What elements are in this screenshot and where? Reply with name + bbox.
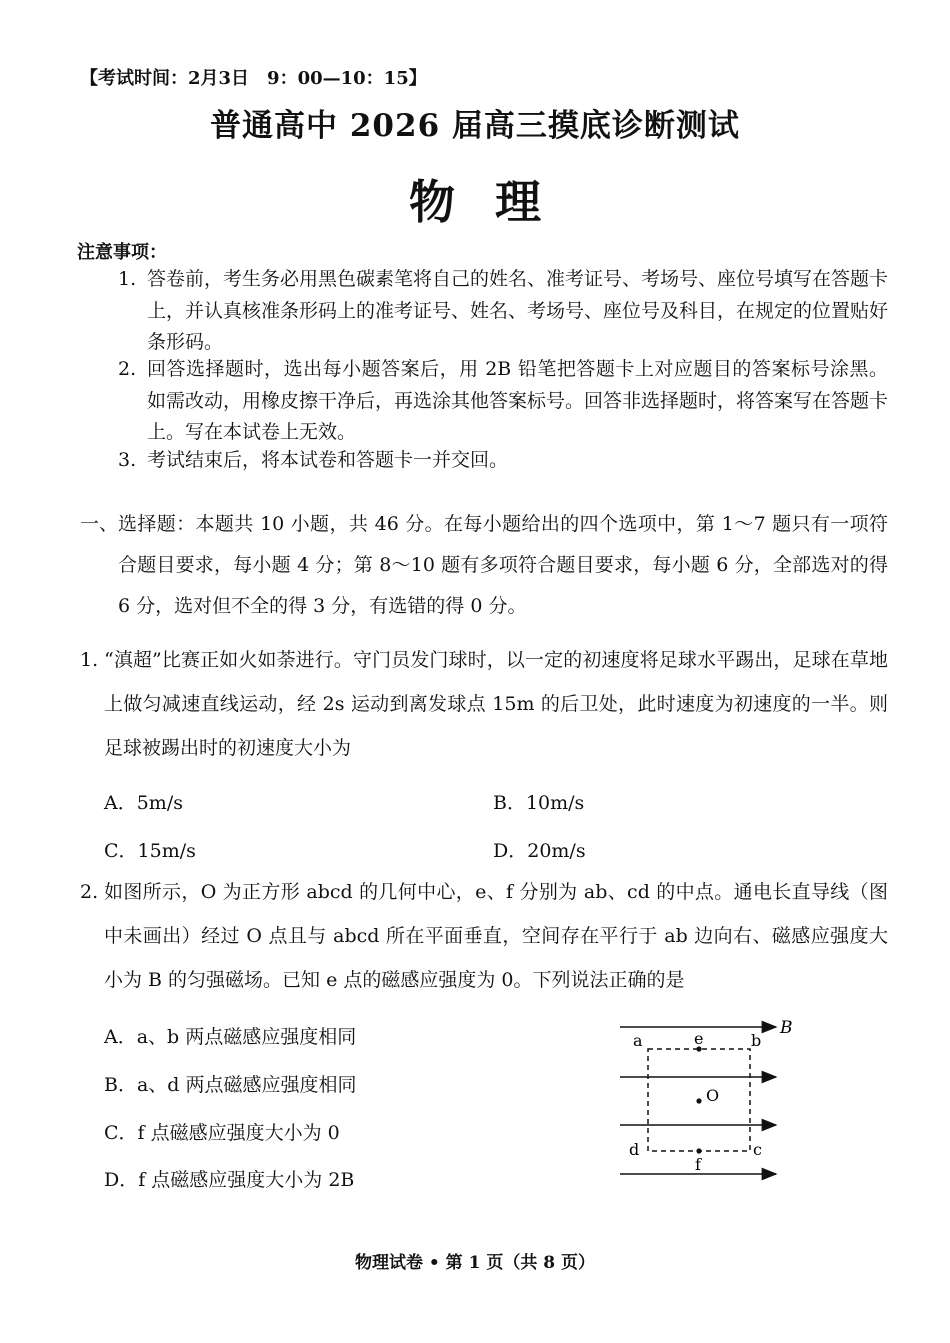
corner-label-b: b: [751, 1031, 762, 1050]
corner-label-c: c: [753, 1140, 762, 1159]
question-1-option-d: D．20m/s: [493, 840, 586, 862]
exam-title: 普通高中 2026 届高三摸底诊断测试: [210, 108, 740, 144]
question-1-option-b: B．10m/s: [493, 792, 585, 814]
exam-time: 【考试时间：2月3日 9：00—10：15】: [80, 68, 427, 89]
note-item-2: [118, 354, 888, 449]
question-1-option-c: C．15m/s: [104, 840, 196, 862]
question-2-option-b: B．a、d 两点磁感应强度相同: [104, 1074, 357, 1096]
note-text: 回答选择题时，选出每小题答案后，用 2B 铅笔把答题卡上对应题目的答案标号涂黑。如需改动，用橡皮擦干净后，再选涂其他答案标号。回答非选择题时，将答案写在答题卡上。写在本试卷上无效。: [147, 358, 889, 443]
question-2-option-c: C．f 点磁感应强度大小为 0: [104, 1122, 340, 1144]
section-one-instructions: [80, 504, 888, 627]
question-2-stem: [80, 870, 888, 1002]
point-f-dot: [696, 1148, 701, 1153]
question-number: 1.: [80, 649, 99, 671]
midpoint-label-e: e: [694, 1029, 704, 1048]
section-number: 一、: [80, 513, 119, 535]
center-label-o: O: [706, 1086, 720, 1105]
corner-label-a: a: [633, 1031, 643, 1050]
question-2-option-a: A．a、b 两点磁感应强度相同: [104, 1026, 357, 1048]
note-item-1: [118, 264, 888, 359]
magnetic-field-diagram: [610, 1015, 800, 1185]
point-o-dot: [696, 1098, 701, 1103]
subject-title: 物理: [409, 175, 581, 229]
note-number: 2.: [118, 358, 137, 380]
note-item-3: [118, 445, 888, 477]
note-number: 1.: [118, 268, 137, 290]
midpoint-label-f: f: [695, 1155, 701, 1174]
question-number: 2.: [80, 881, 99, 903]
section-text: 选择题：本题共 10 小题，共 46 分。在每小题给出的四个选项中，第 1～7 题只有一项符合题目要求，每小题 4 分；第 8～10 题有多项符合题目要求，每小题 6 分，全部选对的得 6 分，选对但不全的得 3 分，有选错的得 0 分。: [118, 513, 888, 617]
page-footer: 物理试卷 • 第 1 页（共 8 页）: [354, 1253, 596, 1273]
question-1-option-a: A．5m/s: [104, 792, 183, 814]
corner-label-d: d: [629, 1140, 640, 1159]
question-text: “滇超”比赛正如火如荼进行。守门员发门球时，以一定的初速度将足球水平踢出，足球在草地上做匀减速直线运动，经 2s 运动到离发球点 15m 的后卫处，此时速度为初速度的一半。则足球被踢出时的初速度大小为: [104, 649, 888, 759]
notes-heading: 注意事项：: [77, 242, 167, 263]
note-text: 答卷前，考生务必用黑色碳素笔将自己的姓名、准考证号、考场号、座位号填写在答题卡上，并认真核准条形码上的准考证号、姓名、考场号、座位号及科目，在规定的位置贴好条形码。: [147, 268, 889, 353]
field-label-b: B: [780, 1018, 793, 1038]
question-text: 如图所示，O 为正方形 abcd 的几何中心，e、f 分别为 ab、cd 的中点。通电长直导线（图中未画出）经过 O 点且与 abcd 所在平面垂直，空间存在平行于 ab 边向右、磁感应强度大小为 B 的匀强磁场。已知 e 点的磁感应强度为 0。下列说法正确的是: [104, 881, 888, 991]
note-number: 3.: [118, 449, 137, 471]
question-2-option-d: D．f 点磁感应强度大小为 2B: [104, 1169, 355, 1191]
question-1-stem: [80, 638, 888, 770]
note-text: 考试结束后，将本试卷和答题卡一并交回。: [147, 449, 509, 471]
